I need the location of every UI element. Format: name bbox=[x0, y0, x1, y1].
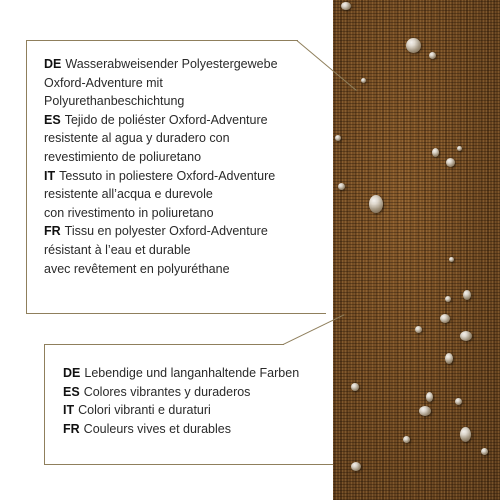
water-droplet bbox=[460, 427, 471, 442]
description-line bbox=[44, 167, 324, 186]
description-text: Polyurethanbeschichtung bbox=[44, 94, 185, 109]
color-text: Colori vibranti e duraturi bbox=[78, 403, 211, 418]
water-droplet bbox=[369, 195, 383, 213]
water-droplet bbox=[351, 383, 359, 391]
description-text: Tessuto in poliestere Oxford-Adventure bbox=[59, 168, 276, 183]
language-code: DE bbox=[44, 57, 62, 71]
water-droplet bbox=[481, 448, 488, 455]
color-line bbox=[63, 401, 323, 420]
description-text: revestimiento de poliuretano bbox=[44, 149, 202, 164]
water-droplet bbox=[445, 296, 451, 302]
color-text: Couleurs vives et durables bbox=[83, 421, 231, 436]
description-line bbox=[44, 55, 324, 74]
description-text: resistente al agua y duradero con bbox=[44, 131, 230, 146]
color-line bbox=[63, 364, 323, 383]
water-droplet bbox=[432, 148, 439, 157]
description-line bbox=[44, 204, 324, 223]
water-droplet bbox=[445, 353, 453, 364]
description-text: Oxford-Adventure mit bbox=[44, 75, 163, 90]
color-text: Colores vibrantes y duraderos bbox=[83, 384, 251, 399]
water-droplet bbox=[460, 331, 472, 341]
description-text: résistant à l’eau et durable bbox=[44, 242, 191, 257]
description-text: Wasserabweisender Polyestergewebe bbox=[65, 57, 278, 71]
description-line bbox=[44, 241, 324, 260]
water-droplet bbox=[446, 158, 455, 167]
description-line bbox=[44, 111, 324, 130]
water-droplet bbox=[455, 398, 462, 405]
description-line bbox=[44, 222, 324, 241]
description-line bbox=[44, 74, 324, 93]
color-description bbox=[63, 364, 323, 438]
water-droplet bbox=[419, 406, 431, 416]
callout-border-left bbox=[44, 344, 45, 465]
callout-border-bottom bbox=[44, 464, 333, 465]
water-droplet bbox=[415, 326, 422, 333]
description-line bbox=[44, 185, 324, 204]
water-droplet bbox=[403, 436, 410, 443]
language-code: ES bbox=[44, 112, 61, 127]
description-line bbox=[44, 129, 324, 148]
water-droplet bbox=[351, 462, 361, 471]
water-droplet bbox=[426, 392, 433, 402]
fabric-texture-image bbox=[333, 0, 500, 500]
description-line bbox=[44, 260, 324, 279]
language-code: DE bbox=[63, 366, 81, 380]
description-text: Tissu en polyester Oxford-Adventure bbox=[64, 224, 268, 239]
color-line bbox=[63, 383, 323, 402]
material-description bbox=[44, 55, 324, 278]
language-code: ES bbox=[63, 384, 80, 399]
language-code: IT bbox=[63, 403, 75, 418]
callout-border-top bbox=[44, 344, 284, 345]
water-droplet bbox=[440, 314, 450, 323]
language-code: IT bbox=[44, 168, 56, 183]
water-droplet bbox=[335, 135, 341, 141]
color-line bbox=[63, 420, 323, 439]
description-line bbox=[44, 92, 324, 111]
water-droplet bbox=[429, 52, 436, 59]
callout-border-bottom bbox=[26, 313, 326, 314]
water-droplet bbox=[449, 257, 454, 262]
callout-border-top bbox=[26, 40, 298, 41]
callout-border-left bbox=[26, 40, 27, 314]
description-line bbox=[44, 148, 324, 167]
water-droplet bbox=[361, 78, 366, 83]
color-text: Lebendige und langanhaltende Farben bbox=[84, 366, 300, 380]
description-text: con rivestimento in poliuretano bbox=[44, 205, 214, 220]
description-text: Tejido de poliéster Oxford-Adventure bbox=[64, 112, 268, 127]
water-droplet bbox=[341, 2, 351, 10]
water-droplet bbox=[463, 290, 471, 300]
language-code: FR bbox=[44, 224, 61, 239]
description-text: resistente all’acqua e durevole bbox=[44, 187, 213, 202]
water-droplet bbox=[457, 146, 462, 151]
description-text: avec revêtement en polyuréthane bbox=[44, 261, 230, 276]
water-droplet bbox=[406, 38, 421, 53]
language-code: FR bbox=[63, 421, 80, 436]
water-droplet bbox=[338, 183, 345, 190]
